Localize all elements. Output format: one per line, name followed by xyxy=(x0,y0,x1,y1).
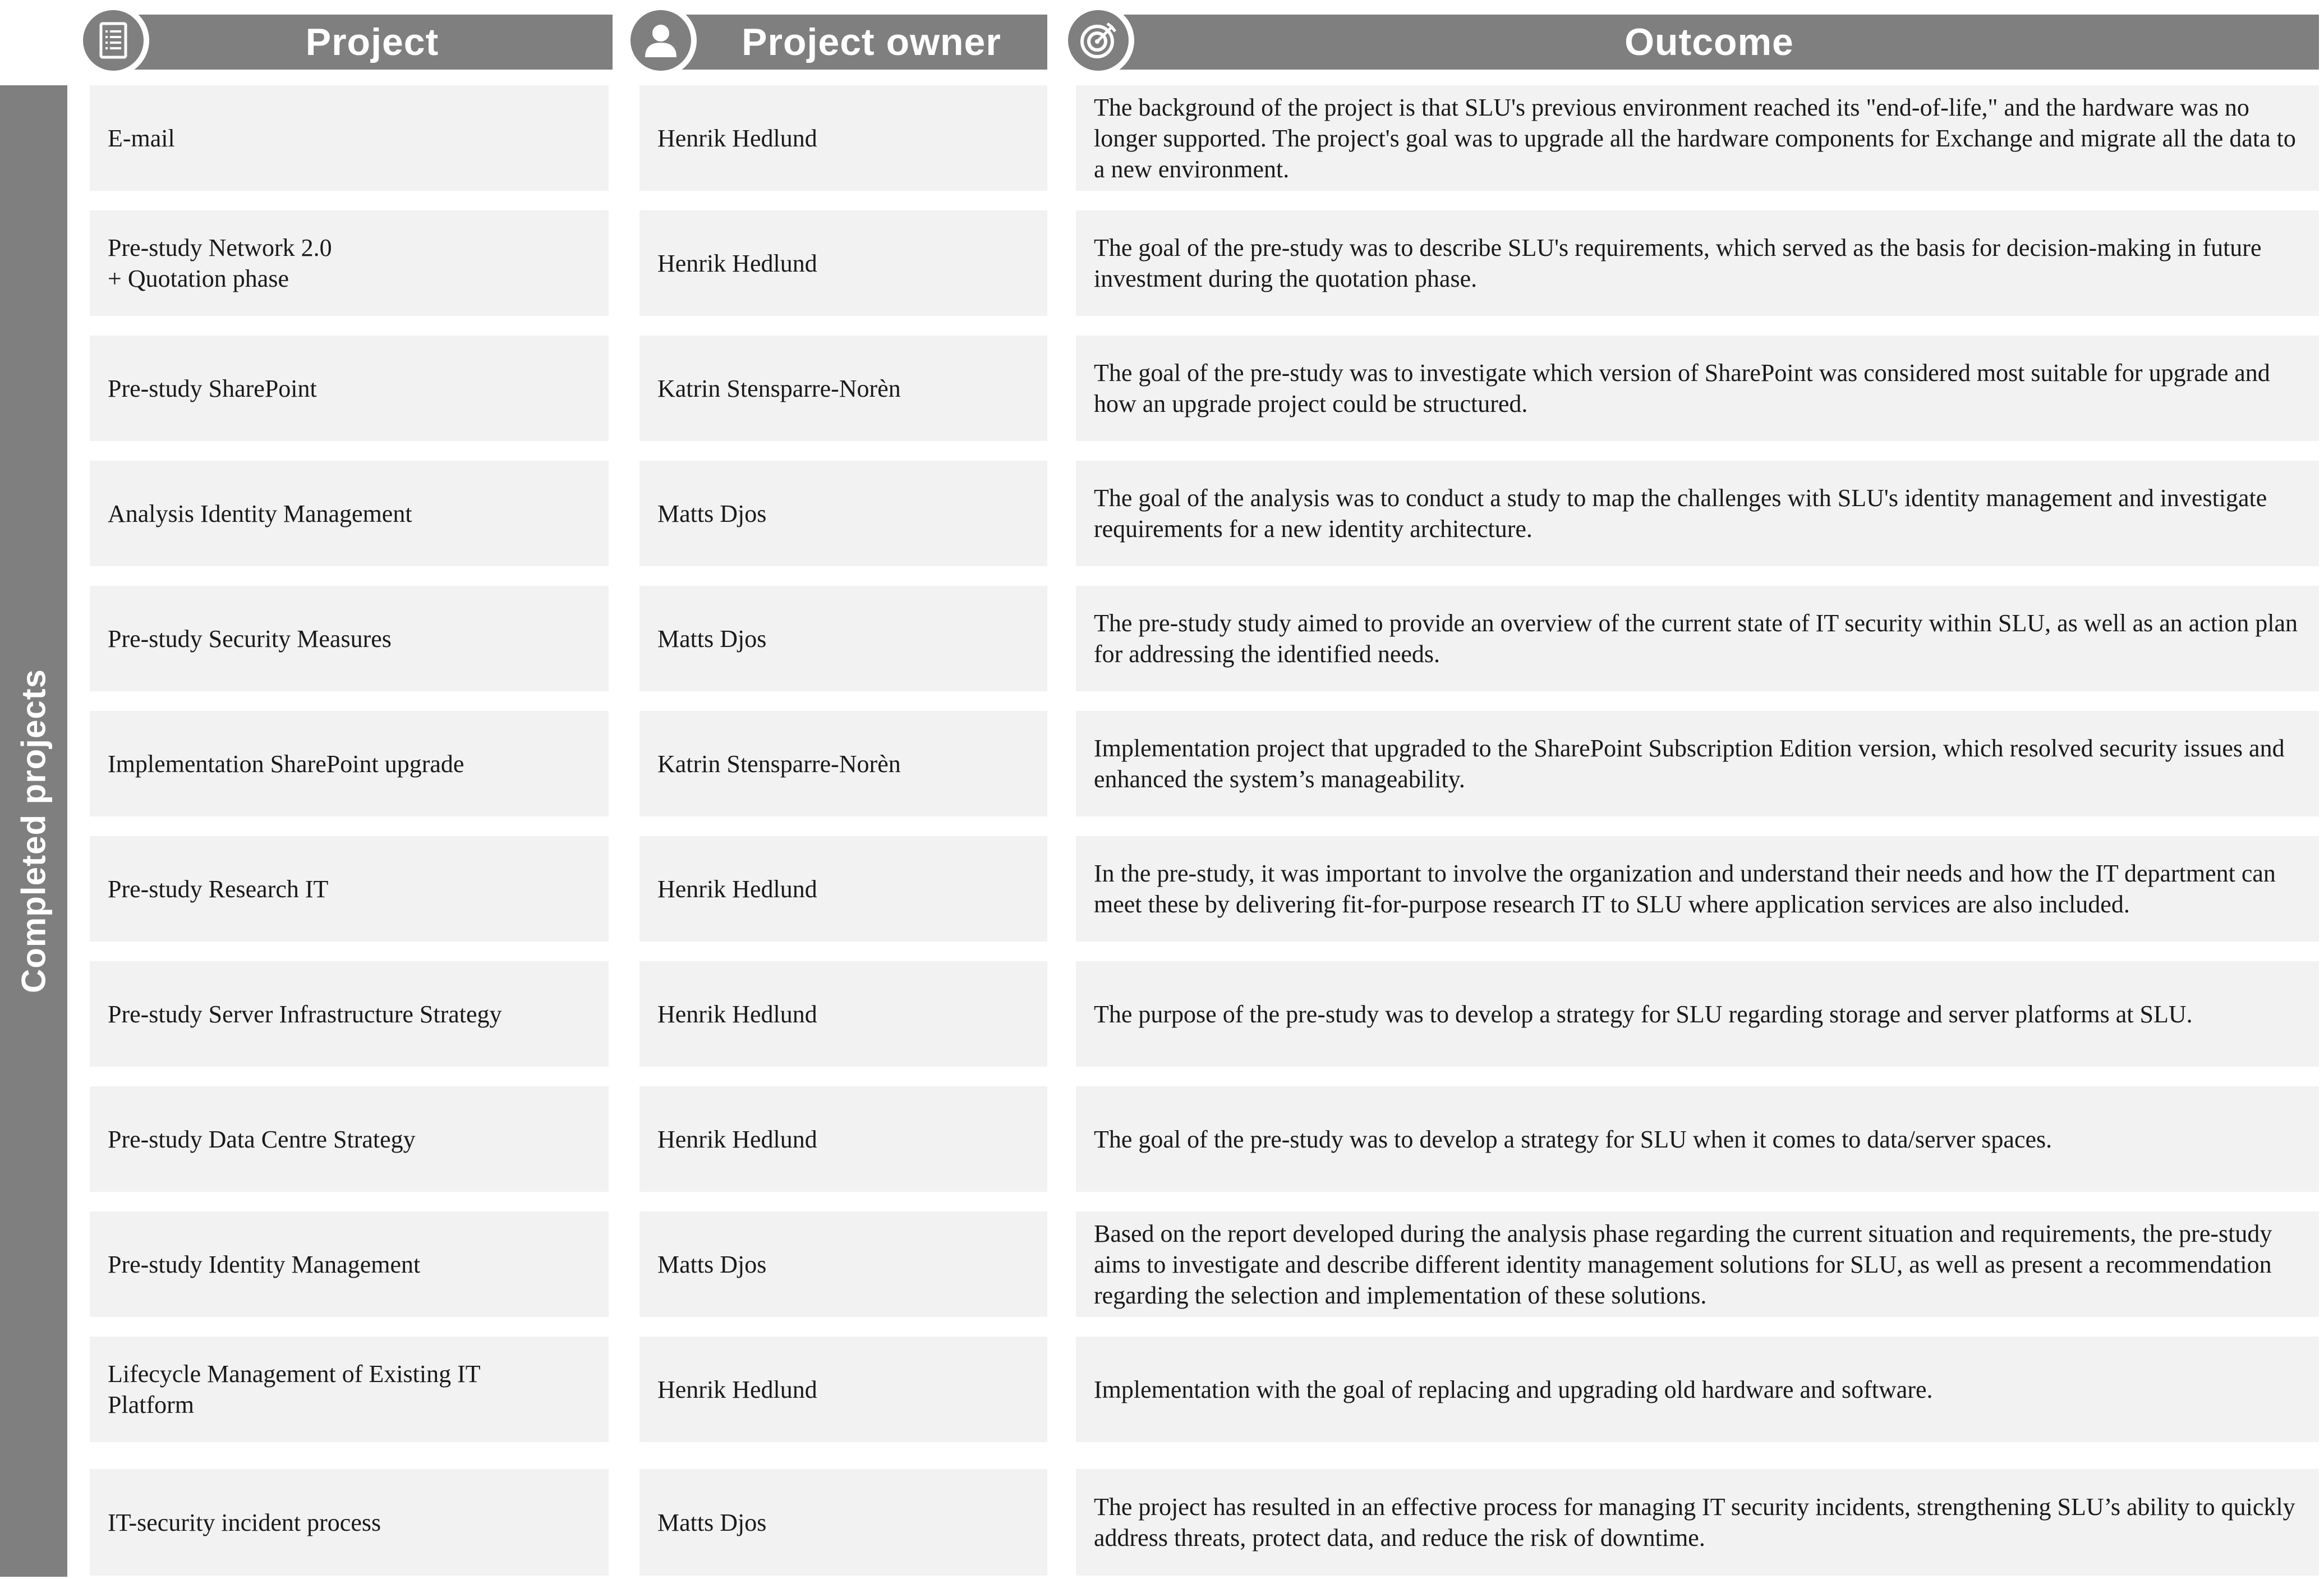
owner-cell xyxy=(639,836,1047,942)
project-outcome: The project has resulted in an effective process for managing IT security incidents, strengthening SLU’s ability to quickly address threats, protect data, and reduce the risk of downtime. xyxy=(1094,1493,2295,1552)
project-name: E-mail xyxy=(108,124,175,152)
owner-cell xyxy=(639,85,1047,191)
outcome-cell xyxy=(1076,1337,2319,1442)
project-outcome: The background of the project is that SLU's previous environment reached its "end-of-life," and the hardware was no longer supported. The project's goal was to upgrade all the hardware components for Exchange and migrate all the data to a new environment. xyxy=(1094,93,2296,183)
header-project xyxy=(132,15,613,70)
outcome-cell xyxy=(1076,711,2319,816)
project-name: Analysis Identity Management xyxy=(108,499,412,527)
project-name: Pre-study Server Infrastructure Strategy xyxy=(108,1000,502,1028)
outcome-cell xyxy=(1076,336,2319,441)
owner-cell xyxy=(639,1337,1047,1442)
person-icon xyxy=(625,4,697,76)
project-cell xyxy=(90,1469,609,1576)
project-cell xyxy=(90,85,609,191)
project-outcome: The goal of the pre-study was to investigate which version of SharePoint was considered most suitable for upgrade and how an upgrade project could be structured. xyxy=(1094,359,2270,417)
project-owner: Henrik Hedlund xyxy=(657,1000,817,1028)
project-owner: Henrik Hedlund xyxy=(657,124,817,152)
project-owner: Katrin Stensparre-Norèn xyxy=(657,750,901,778)
project-outcome: The goal of the pre-study was to describe SLU's requirements, which served as the basis for decision-making in future investment during the quotation phase. xyxy=(1094,234,2262,292)
project-name: Lifecycle Management of Existing IT Platform xyxy=(108,1360,481,1419)
project-cell xyxy=(90,961,609,1067)
owner-cell xyxy=(639,586,1047,691)
project-cell xyxy=(90,336,609,441)
project-cell xyxy=(90,210,609,316)
project-cell xyxy=(90,1211,609,1317)
project-owner: Henrik Hedlund xyxy=(657,875,817,903)
project-owner: Katrin Stensparre-Norèn xyxy=(657,374,901,402)
project-cell xyxy=(90,711,609,816)
project-owner: Matts Djos xyxy=(657,1250,767,1278)
outcome-cell xyxy=(1076,961,2319,1067)
project-name: Pre-study SharePoint xyxy=(108,374,317,402)
header-owner-label: Project owner xyxy=(742,21,1001,63)
owner-cell xyxy=(639,1469,1047,1576)
outcome-cell xyxy=(1076,461,2319,566)
target-icon xyxy=(1062,4,1134,76)
project-outcome: Implementation project that upgraded to the SharePoint Subscription Edition version, which resolved security issues and enhanced the system’s manageability. xyxy=(1094,735,2285,793)
header-outcome xyxy=(1099,15,2319,70)
project-cell xyxy=(90,836,609,942)
header-project-label: Project xyxy=(305,21,439,63)
project-outcome: The goal of the analysis was to conduct a study to map the challenges with SLU's identity management and investigate requirements for a new identity architecture. xyxy=(1094,484,2267,543)
project-name: IT-security incident process xyxy=(108,1508,381,1536)
owner-cell xyxy=(639,336,1047,441)
outcome-cell xyxy=(1076,836,2319,942)
outcome-cell xyxy=(1076,1469,2319,1576)
header-owner xyxy=(668,15,1047,70)
owner-cell xyxy=(639,711,1047,816)
owner-cell xyxy=(639,210,1047,316)
project-cell xyxy=(90,461,609,566)
project-owner: Henrik Hedlund xyxy=(657,249,817,277)
project-cell xyxy=(90,1086,609,1192)
project-name: Pre-study Data Centre Strategy xyxy=(108,1125,416,1153)
project-outcome: In the pre-study, it was important to involve the organization and understand their needs and how the IT department can meet these by delivering fit-for-purpose research IT to SLU where application services are also included. xyxy=(1094,860,2276,918)
header-outcome-label: Outcome xyxy=(1625,21,1794,63)
project-owner: Matts Djos xyxy=(657,1508,767,1536)
outcome-cell xyxy=(1076,210,2319,316)
completed-projects-label: Completed projects xyxy=(15,668,53,994)
project-owner: Matts Djos xyxy=(657,625,767,653)
list-document-icon xyxy=(77,4,149,76)
project-name: Pre-study Security Measures xyxy=(108,625,392,653)
outcome-cell xyxy=(1076,586,2319,691)
project-outcome: Based on the report developed during the analysis phase regarding the current situation and requirements, the pre-study aims to investigate and describe different identity management solutions for SLU, as well as present a recommendation regarding the selection and implementation of these solutions. xyxy=(1094,1219,2272,1309)
project-owner: Henrik Hedlund xyxy=(657,1375,817,1403)
owner-cell xyxy=(639,1086,1047,1192)
owner-cell xyxy=(639,961,1047,1067)
project-name: Pre-study Identity Management xyxy=(108,1250,421,1278)
outcome-cell xyxy=(1076,1211,2319,1317)
project-outcome: The purpose of the pre-study was to develop a strategy for SLU regarding storage and server platforms at SLU. xyxy=(1094,1000,2193,1028)
project-owner: Henrik Hedlund xyxy=(657,1125,817,1153)
project-owner: Matts Djos xyxy=(657,499,767,527)
project-cell xyxy=(90,1337,609,1442)
project-outcome: The goal of the pre-study was to develop a strategy for SLU when it comes to data/server spaces. xyxy=(1094,1125,2053,1153)
project-outcome: The pre-study study aimed to provide an overview of the current state of IT security within SLU, as well as an action plan for addressing the identified needs. xyxy=(1094,609,2298,668)
project-name: Implementation SharePoint upgrade xyxy=(108,750,464,778)
outcome-cell xyxy=(1076,1086,2319,1192)
project-name: Pre-study Research IT xyxy=(108,875,329,903)
project-outcome: Implementation with the goal of replacing and upgrading old hardware and software. xyxy=(1094,1375,1933,1403)
owner-cell xyxy=(639,1211,1047,1317)
project-cell xyxy=(90,586,609,691)
project-name: Pre-study Network 2.0 + Quotation phase xyxy=(108,234,332,292)
owner-cell xyxy=(639,461,1047,566)
outcome-cell xyxy=(1076,85,2319,191)
